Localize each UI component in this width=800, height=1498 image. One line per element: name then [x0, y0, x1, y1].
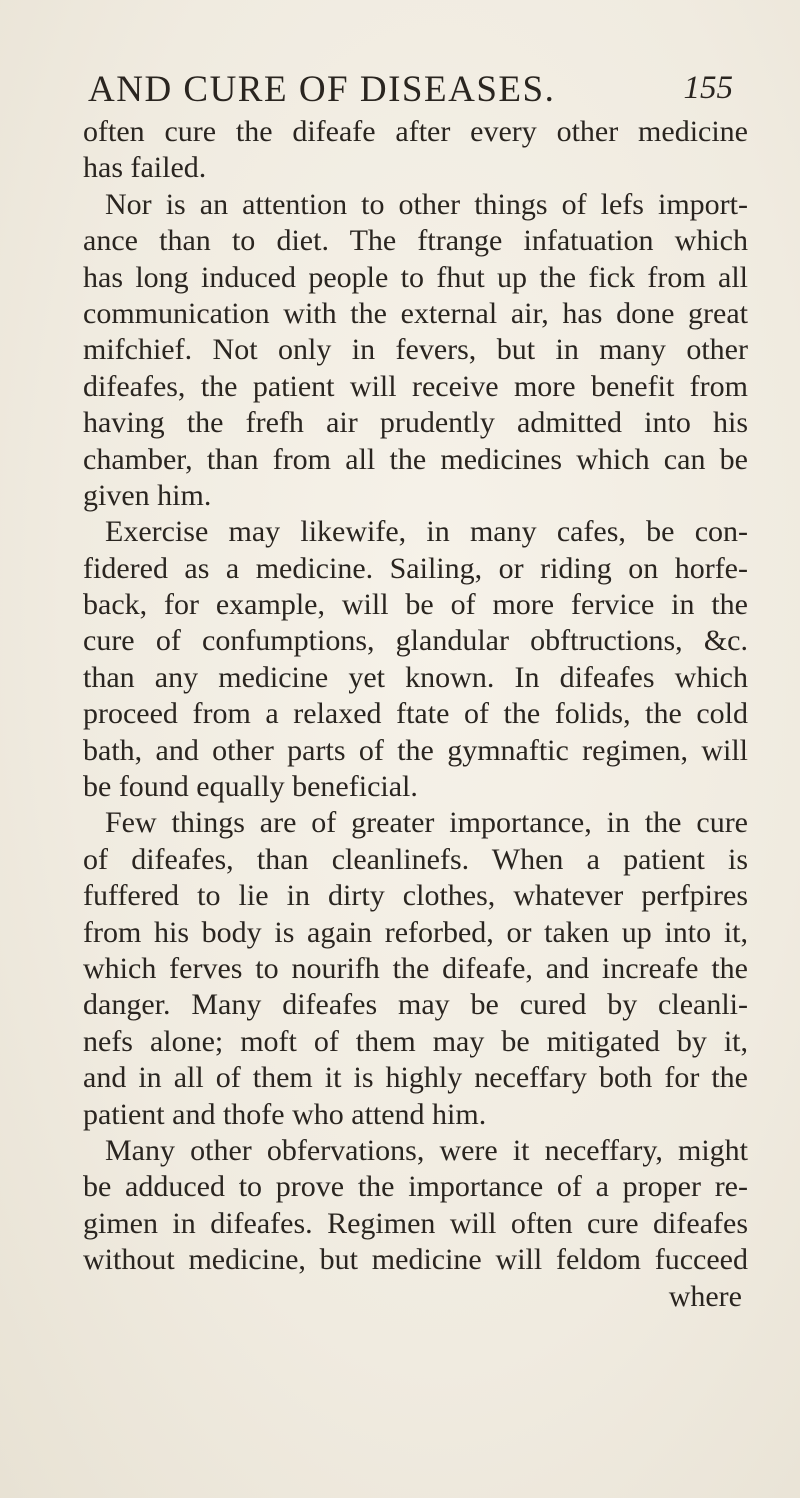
paragraph-start-line: Nor is an attention to other things of lefs import-	[105, 187, 748, 221]
text-line: ance than to diet. The ftrange infatuation which	[83, 224, 748, 258]
text-line: having the frefh air prudently admitted into his	[83, 406, 748, 440]
text-line: difeafes, the patient will receive more benefit from	[83, 369, 748, 403]
text-line: from his body is again reforbed, or taken up into it,	[83, 915, 748, 949]
body-text	[83, 114, 748, 1315]
paragraph-start-line: Many other obfervations, were it neceffary, might	[105, 1133, 748, 1167]
text-line: cure of confumptions, glandular obftructions, &c.	[83, 624, 748, 658]
text-line: given him.	[83, 478, 212, 512]
text-line: communication with the external air, has done great	[83, 296, 748, 330]
text-line: and in all of them it is highly neceffary both for the	[83, 1061, 748, 1095]
page-number: 155	[683, 70, 733, 106]
text-line: without medicine, but medicine will feldom fucceed	[83, 1243, 748, 1277]
text-line: gimen in difeafes. Regimen will often cure difeafes	[83, 1206, 748, 1240]
text-line: has failed.	[83, 151, 207, 185]
text-line: mifchief. Not only in fevers, but in many other	[83, 333, 748, 367]
text-line: chamber, than from all the medicines which can be	[83, 442, 748, 476]
text-line: nefs alone; moft of them may be mitigated by it,	[83, 1024, 748, 1058]
text-line: has long induced people to fhut up the fick from all	[83, 260, 748, 294]
page-header	[88, 68, 733, 112]
text-line: patient and thofe who attend him.	[83, 1097, 487, 1131]
text-line: of difeafes, than cleanlinefs. When a patient is	[83, 842, 748, 876]
text-line: proceed from a relaxed ftate of the folids, the cold	[83, 697, 748, 731]
text-line: be adduced to prove the importance of a proper re-	[83, 1170, 748, 1204]
text-line: which ferves to nourifh the difeafe, and increafe the	[83, 951, 748, 985]
text-line: back, for example, will be of more fervice in the	[83, 588, 748, 622]
text-line: fuffered to lie in dirty clothes, whatever perfpires	[83, 879, 748, 913]
text-line: fidered as a medicine. Sailing, or riding on horfe-	[83, 551, 748, 585]
running-title: AND CURE OF DISEASES.	[88, 69, 556, 110]
text-line: be found equally beneficial.	[83, 770, 418, 804]
text-line: bath, and other parts of the gymnaftic regimen, will	[83, 733, 748, 767]
text-line: often cure the difeafe after every other medicine	[83, 115, 748, 148]
text-line: than any medicine yet known. In difeafes which	[83, 660, 748, 694]
text-line: danger. Many difeafes may be cured by cleanli-	[83, 988, 748, 1022]
paragraph-start-line: Exercise may likewife, in many cafes, be con-	[105, 515, 748, 549]
paragraph-start-line: Few things are of greater importance, in the cure	[105, 806, 748, 840]
catchword: where	[668, 1279, 742, 1313]
